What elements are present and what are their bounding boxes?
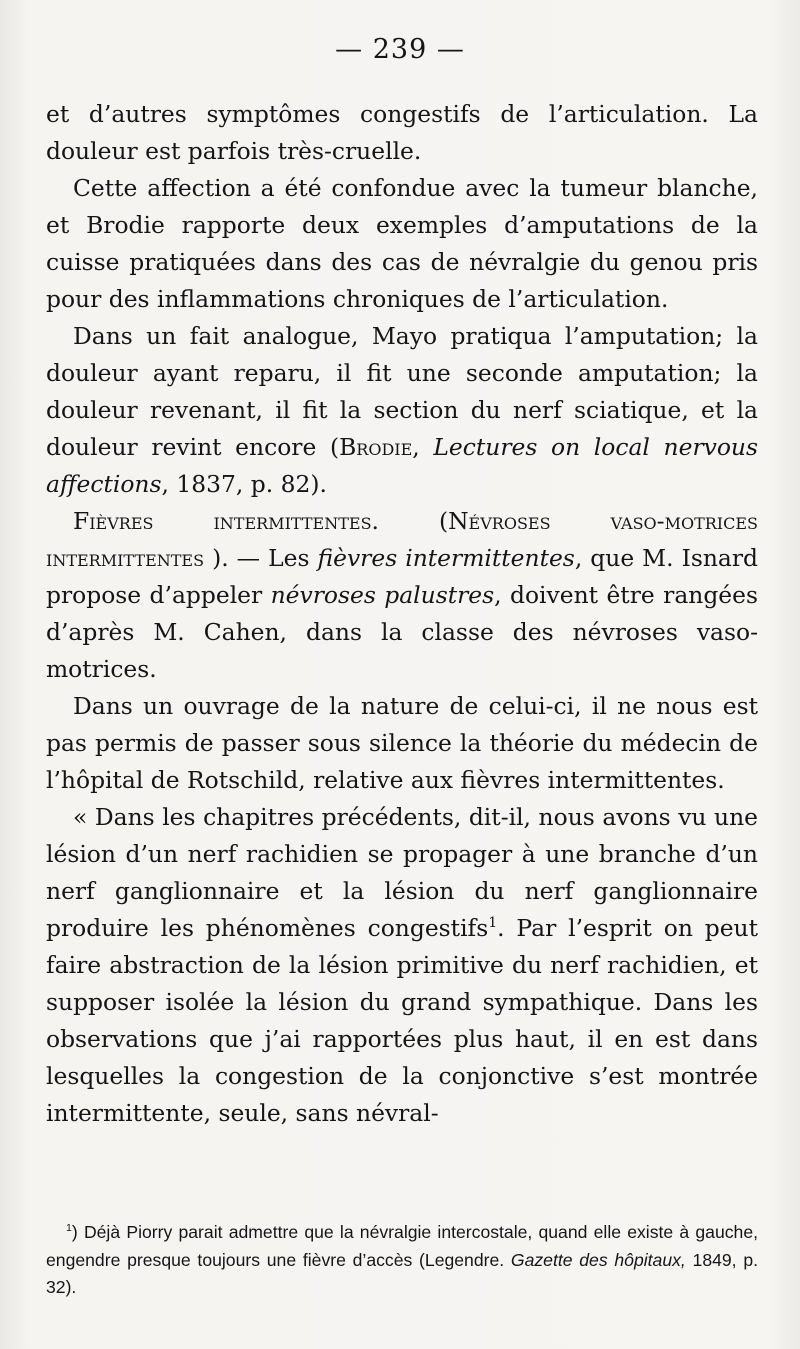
footnote-marker: 1	[66, 1222, 72, 1235]
paragraph-4-mid: , que M. Isnard propose d’appeler	[46, 544, 759, 609]
paragraph-6	[46, 799, 758, 1132]
page-number: — 239 —	[335, 34, 465, 65]
footnote-text: ) Déjà Piorry parait admettre que la névralgie intercostale, quand elle existe à gauche, engendre presque toujours une fièvre d’accès (Legendre.	[46, 1222, 758, 1270]
footnotes	[46, 1219, 758, 1302]
paragraph-5: Dans un ouvrage de la nature de celui-ci, il ne nous est pas permis de passer sous silence la théorie du médecin de l’hôpital de Rotschild, relative aux fièvres intermittentes.	[46, 692, 758, 794]
term-fievres: fièvres intermittentes	[317, 544, 575, 572]
paragraph-4	[46, 503, 758, 688]
citation-title: Lectures on local nervous affections	[46, 433, 759, 498]
footnote-ref: 1	[488, 915, 498, 932]
section-heading: Fièvres intermittentes. (Névroses vaso-motrices intermittentes ).	[46, 507, 758, 572]
paragraph-1: et d’autres symptômes congestifs de l’articulation. La douleur est parfois très-cruelle.	[46, 100, 758, 165]
paragraph-3: Dans un fait analogue, Mayo pratiqua l’amputation; la douleur ayant reparu, il fit une seconde amputation; la douleur revenant, il fit la section du nerf sciatique, et la douleur revint encore (Brodie, Lectures on local nervous affections, 1837, p. 82).	[46, 322, 759, 498]
paragraph-4-after: , doivent être rangées d’après M. Cahen, dans la classe des névroses vaso-motrices.	[46, 581, 758, 683]
paragraph-2: Cette affection a été confondue avec la tumeur blanche, et Brodie rapporte deux exemples d’amputations de la cuisse pratiquées dans des cas de névralgie du genou pris pour des inflammations chroniques de l’articulation.	[46, 174, 758, 313]
footnote-1	[46, 1219, 758, 1302]
body-text	[46, 96, 758, 1132]
paragraph-4-dash: — Les	[228, 544, 318, 572]
term-nevroses: névroses palustres	[270, 581, 495, 609]
paragraph-6-after: . Par l’esprit on peut faire abstraction de la lésion primitive du nerf rachidien, et supposer isolée la lésion du grand sympathique. Dans les observations que j’ai rapportées plus haut, il en est dans lesquelles la congestion de la conjonctive s’est montrée intermittente, seule, sans névral-	[46, 914, 759, 1127]
paragraph-6-before: « Dans les chapitres précédents, dit-il, nous avons vu une lésion d’un nerf rachidien se propager à une branche d’un nerf ganglionnaire et la lésion du nerf ganglionnaire produire les phénomènes congestifs	[46, 803, 758, 942]
footnote-after: 1849, p. 32).	[46, 1249, 758, 1297]
paragraph-3-text: Dans un fait analogue, Mayo pratiqua l’amputation; la douleur ayant reparu, il fit une seconde amputation; la douleur revenant, il fit la section du nerf sciatique, et la douleur revint encore (	[46, 322, 758, 461]
citation-details: , 1837, p. 82).	[161, 470, 327, 498]
citation-author: Brodie	[339, 433, 413, 461]
footnote-journal: Gazette des hôpitaux,	[510, 1249, 686, 1270]
